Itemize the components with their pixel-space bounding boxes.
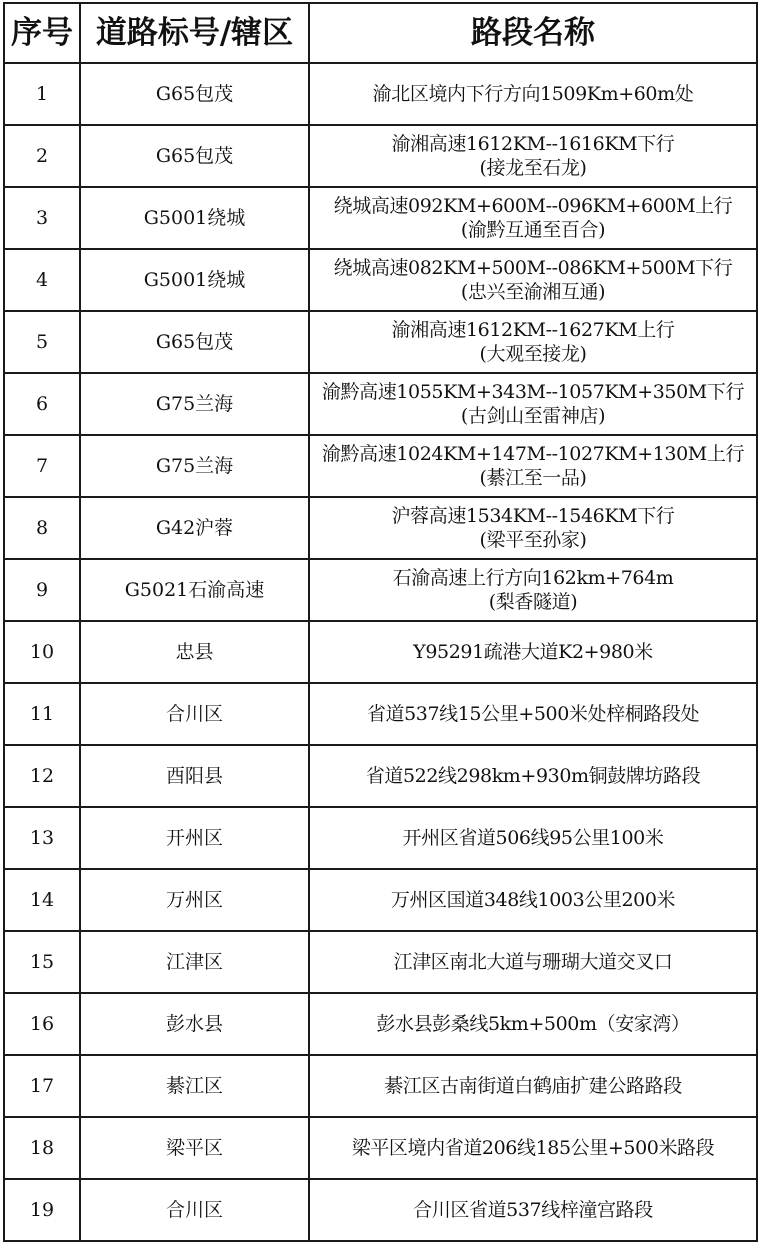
section-name-line: (渝黔互通至百合) (460, 219, 606, 241)
section-name-line: 万州区国道348线1003公里200米 (390, 888, 676, 911)
table-row (4, 249, 757, 311)
table-row (4, 683, 757, 745)
section-name-line: 江津区南北大道与珊瑚大道交叉口 (393, 950, 673, 973)
table-row (4, 993, 757, 1055)
section-name-cell (309, 63, 757, 125)
table-header-row (4, 3, 757, 63)
section-name-cell (309, 683, 757, 745)
section-name-line: 沪蓉高速1534KM--1546KM下行 (391, 504, 675, 527)
row-number-cell: 17 (4, 1055, 80, 1117)
road-district-cell: G65包茂 (80, 125, 309, 187)
table-row (4, 931, 757, 993)
section-name-line: 綦江区古南街道白鹤庙扩建公路路段 (384, 1074, 682, 1097)
section-name-line: 省道537线15公里+500米处梓桐路段处 (366, 702, 700, 725)
section-name-line: 梁平区境内省道206线185公里+500米路段 (351, 1136, 715, 1159)
road-district-cell: 梁平区 (80, 1117, 309, 1179)
table-row (4, 373, 757, 435)
road-district-cell: G65包茂 (80, 311, 309, 373)
row-number-cell: 19 (4, 1179, 80, 1241)
road-district-cell: 合川区 (80, 683, 309, 745)
table-row (4, 497, 757, 559)
header-number: 序号 (4, 3, 80, 63)
road-district-cell: 忠县 (80, 621, 309, 683)
row-number-cell: 2 (4, 125, 80, 187)
section-name-cell (309, 559, 757, 621)
section-name-line: (綦江至一品) (479, 467, 587, 489)
road-section-table-container (3, 2, 756, 1241)
road-district-cell: G5021石渝高速 (80, 559, 309, 621)
row-number-cell: 3 (4, 187, 80, 249)
section-name-line: 绕城高速082KM+500M--086KM+500M下行 (333, 256, 733, 279)
section-name-cell (309, 125, 757, 187)
row-number-cell: 1 (4, 63, 80, 125)
section-name-line: Y95291疏港大道K2+980米 (413, 640, 653, 663)
section-name-cell (309, 497, 757, 559)
table-row (4, 1179, 757, 1241)
row-number-cell: 10 (4, 621, 80, 683)
table-row (4, 807, 757, 869)
section-name-line: 渝北区境内下行方向1509Km+60m处 (372, 82, 694, 105)
table-body (4, 63, 757, 1241)
road-district-cell: G75兰海 (80, 435, 309, 497)
row-number-cell: 6 (4, 373, 80, 435)
road-section-table (3, 2, 758, 1242)
table-row (4, 63, 757, 125)
table-row (4, 869, 757, 931)
table-row (4, 435, 757, 497)
road-district-cell: 合川区 (80, 1179, 309, 1241)
section-name-line: 石渝高速上行方向162km+764m (392, 566, 674, 589)
row-number-cell: 12 (4, 745, 80, 807)
table-row (4, 1117, 757, 1179)
section-name-cell (309, 187, 757, 249)
section-name-cell (309, 1117, 757, 1179)
row-number-cell: 13 (4, 807, 80, 869)
section-name-line: 渝黔高速1024KM+147M--1027KM+130M上行 (321, 442, 745, 465)
row-number-cell: 16 (4, 993, 80, 1055)
table-row (4, 559, 757, 621)
section-name-cell (309, 373, 757, 435)
road-district-cell: 酉阳县 (80, 745, 309, 807)
section-name-line: 渝黔高速1055KM+343M--1057KM+350M下行 (321, 380, 745, 403)
table-row (4, 745, 757, 807)
section-name-cell (309, 931, 757, 993)
row-number-cell: 7 (4, 435, 80, 497)
row-number-cell: 18 (4, 1117, 80, 1179)
row-number-cell: 15 (4, 931, 80, 993)
row-number-cell: 9 (4, 559, 80, 621)
section-name-cell (309, 621, 757, 683)
row-number-cell: 4 (4, 249, 80, 311)
road-district-cell: 万州区 (80, 869, 309, 931)
road-district-cell: G42沪蓉 (80, 497, 309, 559)
table-row (4, 1055, 757, 1117)
road-district-cell: G5001绕城 (80, 187, 309, 249)
table-row (4, 311, 757, 373)
header-road-district: 道路标号/辖区 (80, 3, 309, 63)
section-name-cell (309, 807, 757, 869)
section-name-line: 渝湘高速1612KM--1616KM下行 (391, 132, 675, 155)
road-district-cell: 彭水县 (80, 993, 309, 1055)
section-name-cell (309, 1179, 757, 1241)
row-number-cell: 11 (4, 683, 80, 745)
road-district-cell: G75兰海 (80, 373, 309, 435)
section-name-line: 彭水县彭桑线5km+500m（安家湾） (376, 1012, 690, 1035)
section-name-cell (309, 1055, 757, 1117)
section-name-cell (309, 993, 757, 1055)
header-section-name: 路段名称 (309, 3, 757, 63)
section-name-line: 渝湘高速1612KM--1627KM上行 (391, 318, 675, 341)
section-name-cell (309, 869, 757, 931)
section-name-line: 合川区省道537线梓潼宫路段 (413, 1198, 653, 1221)
section-name-cell (309, 311, 757, 373)
road-district-cell: 江津区 (80, 931, 309, 993)
section-name-line: 省道522线298km+930m铜鼓牌坊路段 (365, 764, 701, 787)
table-row (4, 621, 757, 683)
section-name-line: (忠兴至渝湘互通) (460, 281, 606, 303)
road-district-cell: G5001绕城 (80, 249, 309, 311)
section-name-line: 绕城高速092KM+600M--096KM+600M上行 (333, 194, 733, 217)
road-district-cell: 开州区 (80, 807, 309, 869)
row-number-cell: 8 (4, 497, 80, 559)
row-number-cell: 5 (4, 311, 80, 373)
row-number-cell: 14 (4, 869, 80, 931)
road-district-cell: 綦江区 (80, 1055, 309, 1117)
road-district-cell: G65包茂 (80, 63, 309, 125)
section-name-line: (梁平至孙家) (479, 529, 587, 551)
section-name-line: 开州区省道506线95公里100米 (402, 826, 664, 849)
section-name-cell (309, 435, 757, 497)
section-name-cell (309, 249, 757, 311)
table-row (4, 187, 757, 249)
section-name-line: (接龙至石龙) (479, 157, 587, 179)
section-name-line: (大观至接龙) (479, 343, 587, 365)
table-row (4, 125, 757, 187)
section-name-line: (梨香隧道) (488, 591, 578, 613)
section-name-cell (309, 745, 757, 807)
section-name-line: (古剑山至雷神店) (460, 405, 606, 427)
